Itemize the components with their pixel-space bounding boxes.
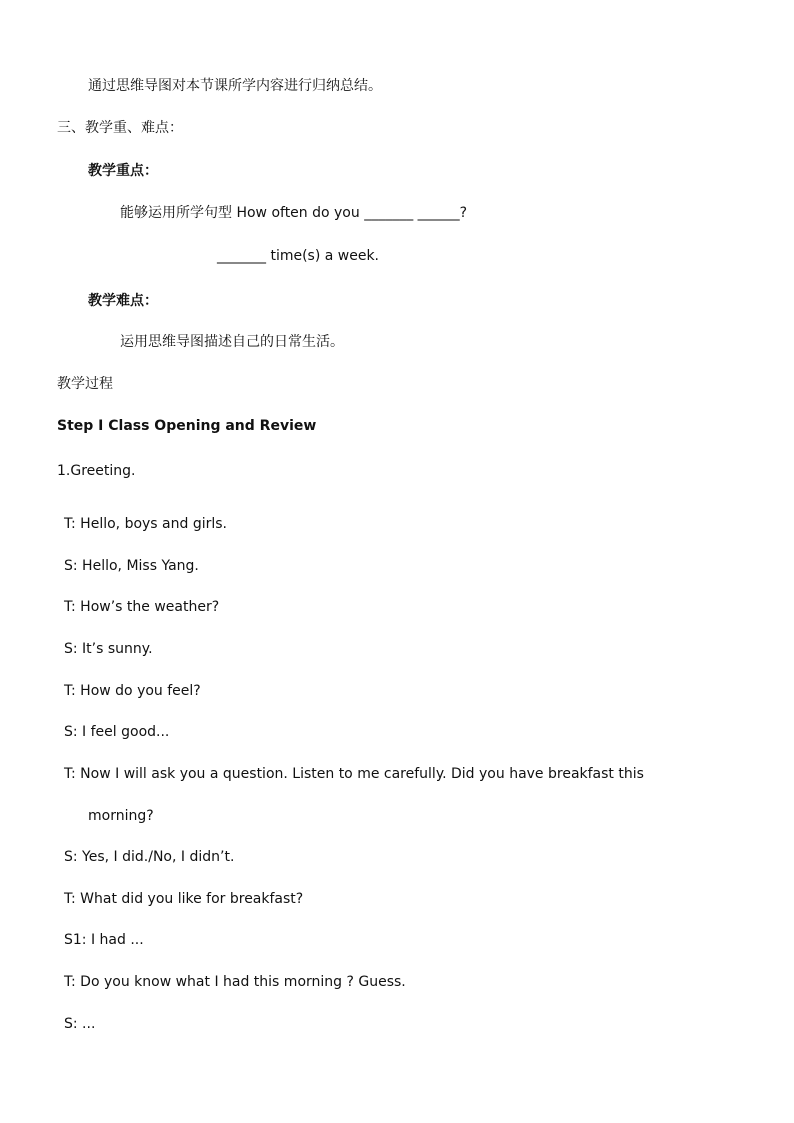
subheading-key-point: 教学重点： [88, 163, 158, 179]
dialogue-line: S: I feel good... [64, 724, 170, 740]
dialogue-line: T: How’s the weather? [64, 599, 220, 615]
step-heading: Step Ⅰ Class Opening and Review [57, 418, 317, 434]
subheading-difficult-point: 教学难点： [88, 293, 158, 309]
dialogue-line: T: Now I will ask you a question. Listen to me carefully. Did you have breakfast this [64, 766, 644, 782]
key-point-sentence: 能够运用所学句型 How often do you _______ ______? [120, 205, 468, 221]
dialogue-line: S: Yes, I did./No, I didn’t. [64, 849, 235, 865]
dialogue-line: S: ... [64, 1016, 96, 1032]
dialogue-line: T: Hello, boys and girls. [64, 516, 228, 532]
difficult-point-sentence: 运用思维导图描述自己的日常生活。 [120, 334, 344, 350]
summary-line: 通过思维导图对本节课所学内容进行归纳总结。 [88, 78, 382, 94]
section-heading-key-points: 三、教学重、难点： [57, 120, 183, 136]
dialogue-line: T: Do you know what I had this morning ? Guess. [64, 974, 406, 990]
greeting-heading: 1.Greeting. [57, 463, 136, 479]
dialogue-line-continuation: morning? [88, 808, 154, 824]
dialogue-line: S: It’s sunny. [64, 641, 153, 657]
key-point-answer-pattern: _______ time(s) a week. [217, 248, 380, 264]
section-heading-teaching-process: 教学过程 [57, 376, 113, 392]
dialogue-line: T: What did you like for breakfast? [64, 891, 304, 907]
dialogue-line: S1: I had ... [64, 932, 144, 948]
dialogue-line: S: Hello, Miss Yang. [64, 558, 199, 574]
dialogue-line: T: How do you feel? [64, 683, 201, 699]
